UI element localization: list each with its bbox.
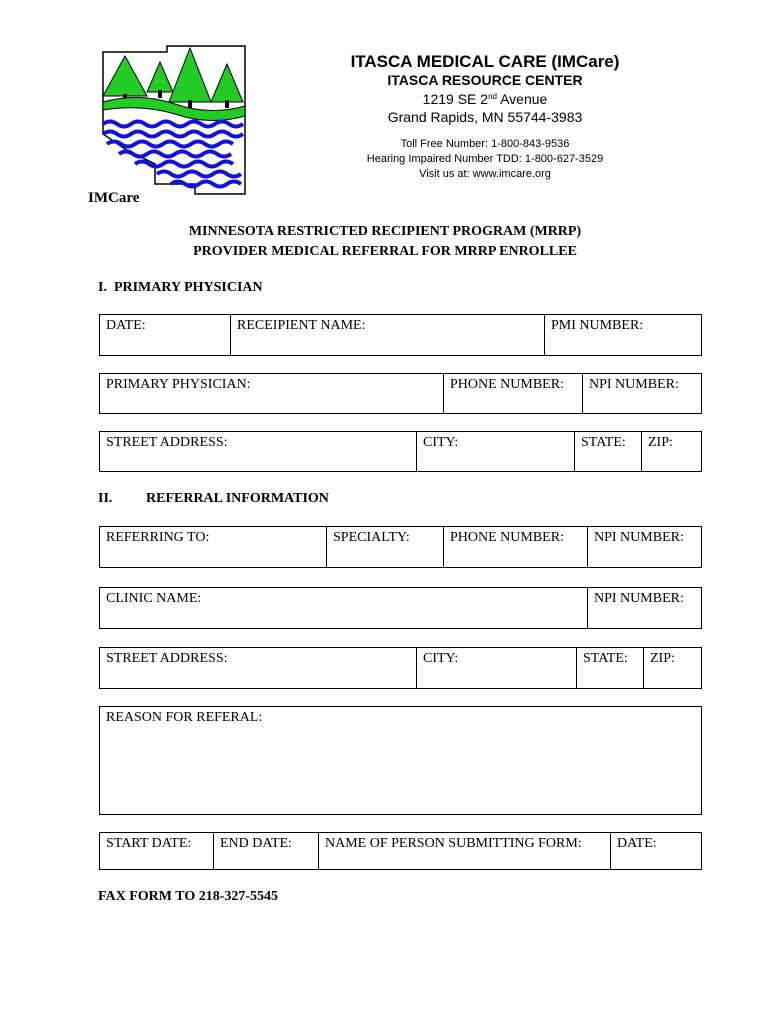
logo-label: IMCare — [88, 190, 140, 206]
website: Visit us at: www.imcare.org — [419, 168, 551, 180]
primary-row3 — [99, 431, 702, 472]
referral-row2 — [99, 587, 702, 629]
street-ordinal: nd — [488, 92, 497, 101]
submission-date-field[interactable]: DATE: — [610, 833, 701, 869]
street-prefix: 1219 SE 2 — [422, 91, 489, 107]
referral-city-field[interactable]: CITY: — [416, 648, 576, 688]
start-date-field[interactable]: START DATE: — [106, 836, 192, 851]
reason-for-referral-field[interactable]: REASON FOR REFERAL: — [106, 710, 263, 725]
referring-to-field[interactable]: REFERRING TO: — [106, 530, 210, 545]
recipient-name-field[interactable]: RECEIPIENT NAME: — [230, 315, 544, 355]
pmi-number-field[interactable]: PMI NUMBER: — [544, 315, 701, 355]
specialty-field[interactable]: SPECIALTY: — [326, 527, 443, 567]
section-primary-physician-heading: I. PRIMARY PHYSICIAN — [98, 280, 263, 295]
clinic-npi-number-field[interactable]: NPI NUMBER: — [587, 588, 701, 628]
fax-instruction: FAX FORM TO 218-327-5545 — [98, 889, 279, 904]
zip-field[interactable]: ZIP: — [641, 432, 701, 471]
referral-phone-number-field[interactable]: PHONE NUMBER: — [443, 527, 587, 567]
form-title-line1: MINNESOTA RESTRICTED RECIPIENT PROGRAM (MRRP) — [188, 224, 582, 239]
referral-npi-number-field[interactable]: NPI NUMBER: — [587, 527, 701, 567]
referral-state-field[interactable]: STATE: — [576, 648, 643, 688]
referral-row5 — [99, 832, 702, 870]
section-referral-number: II. — [98, 491, 113, 506]
tdd-number: Hearing Impaired Number TDD: 1-800-627-3529 — [366, 153, 604, 165]
reason-box — [99, 706, 702, 815]
end-date-field[interactable]: END DATE: — [213, 833, 318, 869]
street-address-field[interactable]: STREET ADDRESS: — [106, 435, 228, 450]
street-suffix: Avenue — [496, 91, 548, 107]
city-state-zip: Grand Rapids, MN 55744-3983 — [387, 109, 583, 125]
referral-row3 — [99, 647, 702, 689]
referral-row1 — [99, 526, 702, 568]
section-referral-heading: REFERRAL INFORMATION — [146, 491, 329, 506]
npi-number-field[interactable]: NPI NUMBER: — [582, 374, 701, 413]
city-field[interactable]: CITY: — [416, 432, 574, 471]
primary-row2 — [99, 373, 702, 414]
primary-row1 — [99, 314, 702, 356]
street-address — [305, 91, 665, 107]
form-title-line2: PROVIDER MEDICAL REFERRAL FOR MRRP ENROLLEE — [193, 244, 577, 259]
org-name: ITASCA MEDICAL CARE (IMCare) — [350, 52, 620, 71]
referral-street-address-field[interactable]: STREET ADDRESS: — [106, 651, 228, 666]
submitter-name-field[interactable]: NAME OF PERSON SUBMITTING FORM: — [318, 833, 610, 869]
imcare-logo — [95, 44, 250, 199]
date-field[interactable]: DATE: — [106, 318, 146, 333]
phone-number-field[interactable]: PHONE NUMBER: — [443, 374, 582, 413]
center-name: ITASCA RESOURCE CENTER — [387, 72, 583, 88]
primary-physician-field[interactable]: PRIMARY PHYSICIAN: — [106, 377, 251, 392]
state-field[interactable]: STATE: — [574, 432, 641, 471]
referral-zip-field[interactable]: ZIP: — [643, 648, 701, 688]
toll-free-number: Toll Free Number: 1-800-843-9536 — [400, 138, 570, 150]
clinic-name-field[interactable]: CLINIC NAME: — [106, 591, 202, 606]
